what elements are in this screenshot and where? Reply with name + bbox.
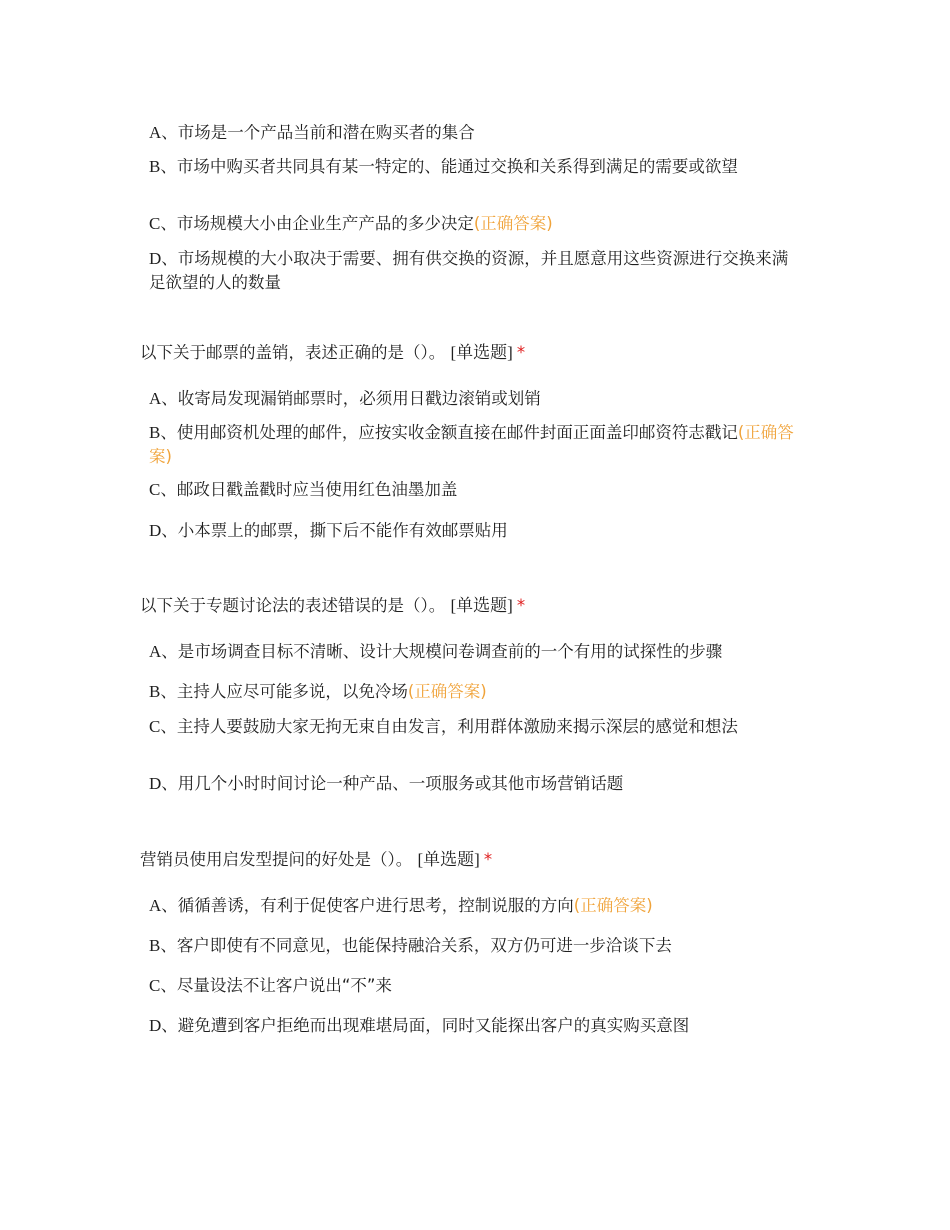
option-b[interactable]: B、主持人应尽可能多说，以免冷场(正确答案) (149, 682, 487, 701)
question-type-label: [单选题] (417, 850, 480, 869)
option-b[interactable]: B、使用邮资机处理的邮件，应按实收金额直接在邮件封面正面盖印邮资符志戳记(正确答案) (149, 423, 794, 466)
correct-answer-label: (正确答案) (407, 682, 487, 701)
option-d[interactable]: D、小本票上的邮票，撕下后不能作有效邮票贴用 (149, 521, 508, 540)
required-mark: * (516, 596, 526, 615)
option-d[interactable]: D、用几个小时时间讨论一种产品、一项服务或其他市场营销话题 (149, 774, 624, 793)
option-d[interactable]: D、市场规模的大小取决于需要、拥有供交换的资源，并且愿意用这些资源进行交换来满足欲望的人的数量 (149, 249, 789, 292)
option-c[interactable]: C、市场规模大小由企业生产产品的多少决定(正确答案) (149, 214, 553, 233)
option-a[interactable]: A、市场是一个产品当前和潜在购买者的集合 (149, 123, 475, 142)
option-c[interactable]: C、主持人要鼓励大家无拘无束自由发言，利用群体激励来揭示深层的感觉和想法 (149, 717, 738, 736)
correct-answer-label: (正确答案) (149, 423, 794, 466)
correct-answer-label: (正确答案) (473, 214, 553, 233)
required-mark: * (483, 850, 493, 869)
required-mark: * (516, 343, 526, 362)
option-c[interactable]: C、尽量设法不让客户说出“不”来 (149, 976, 392, 995)
option-a[interactable]: A、是市场调查目标不清晰、设计大规模问卷调查前的一个有用的试探性的步骤 (149, 642, 723, 661)
question-type-label: [单选题] (450, 343, 513, 362)
option-c[interactable]: C、邮政日戳盖戳时应当使用红色油墨加盖 (149, 480, 458, 499)
question-title: 以下关于邮票的盖销，表述正确的是（）。 [单选题] * (140, 343, 526, 362)
question-type-label: [单选题] (450, 596, 513, 615)
option-b[interactable]: B、客户即使有不同意见，也能保持融洽关系，双方仍可进一步洽谈下去 (149, 936, 672, 955)
option-d[interactable]: D、避免遭到客户拒绝而出现难堪局面，同时又能探出客户的真实购买意图 (149, 1016, 690, 1035)
option-a[interactable]: A、收寄局发现漏销邮票时，必须用日戳边滚销或划销 (149, 389, 541, 408)
option-a[interactable]: A、循循善诱，有利于促使客户进行思考，控制说服的方向(正确答案) (149, 896, 653, 915)
correct-answer-label: (正确答案) (573, 896, 653, 915)
question-title: 营销员使用启发型提问的好处是（）。 [单选题] * (140, 850, 493, 869)
question-title: 以下关于专题讨论法的表述错误的是（）。 [单选题] * (140, 596, 526, 615)
option-b[interactable]: B、市场中购买者共同具有某一特定的、能通过交换和关系得到满足的需要或欲望 (149, 157, 738, 176)
